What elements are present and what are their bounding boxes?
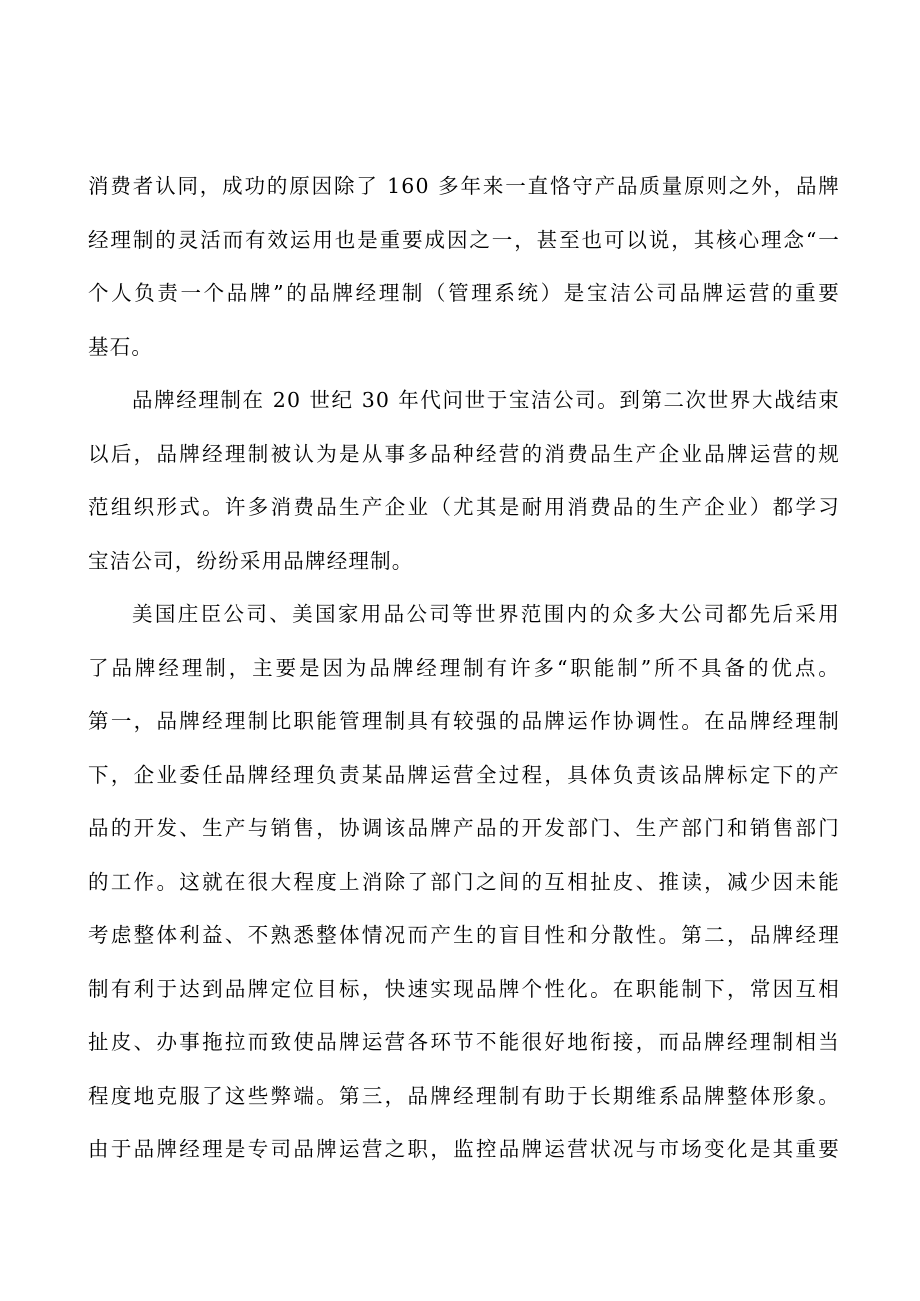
text-line: 制有利于达到品牌定位目标，快速实现品牌个性化。在职能制下，常因互相 (88, 976, 840, 1001)
body-text (88, 166, 840, 1183)
text-line: 宝洁公司，纷纷采用品牌经理制。 (88, 548, 414, 573)
text-line: 考虑整体利益、不熟悉整体情况而产生的盲目性和分散性。第二，品牌经理 (88, 923, 840, 947)
paragraph-first-line: 品牌经理制在 20 世纪 30 年代问世于宝洁公司。到第二次世界大战结束 (132, 388, 840, 412)
text-line: 基石。 (88, 334, 154, 359)
text-line: 了品牌经理制，主要是因为品牌经理制有许多“职能制”所不具备的优点。 (88, 655, 840, 680)
text-line: 个人负责一个品牌”的品牌经理制（管理系统）是宝洁公司品牌运营的重要 (88, 281, 840, 305)
text-line: 以后，品牌经理制被认为是从事多品种经营的消费品生产企业品牌运营的规 (88, 441, 840, 466)
text-line: 由于品牌经理是专司品牌运营之职，监控品牌运营状况与市场变化是其重要 (88, 1137, 840, 1161)
text-line: 第一，品牌经理制比职能管理制具有较强的品牌运作协调性。在品牌经理制 (88, 709, 840, 733)
text-line: 程度地克服了这些弊端。第三，品牌经理制有助于长期维系品牌整体形象。 (88, 1083, 840, 1108)
text-line: 品的开发、生产与销售，协调该品牌产品的开发部门、生产部门和销售部门 (88, 816, 840, 840)
paragraph-first-line: 美国庄臣公司、美国家用品公司等世界范围内的众多大公司都先后采用 (132, 602, 840, 626)
text-line: 的工作。这就在很大程度上消除了部门之间的互相扯皮、推读，减少因未能 (88, 869, 840, 894)
text-line: 消费者认同，成功的原因除了 160 多年来一直恪守产品质量原则之外，品牌 (88, 174, 840, 198)
text-line: 经理制的灵活而有效运用也是重要成因之一，甚至也可以说，其核心理念“一 (88, 227, 840, 252)
text-line: 扯皮、办事拖拉而致使品牌运营各环节不能很好地衔接，而品牌经理制相当 (88, 1030, 840, 1054)
text-line: 范组织形式。许多消费品生产企业（尤其是耐用消费品的生产企业）都学习 (88, 495, 840, 519)
text-line: 下，企业委任品牌经理负责某品牌运营全过程，具体负责该品牌标定下的产 (88, 762, 840, 787)
